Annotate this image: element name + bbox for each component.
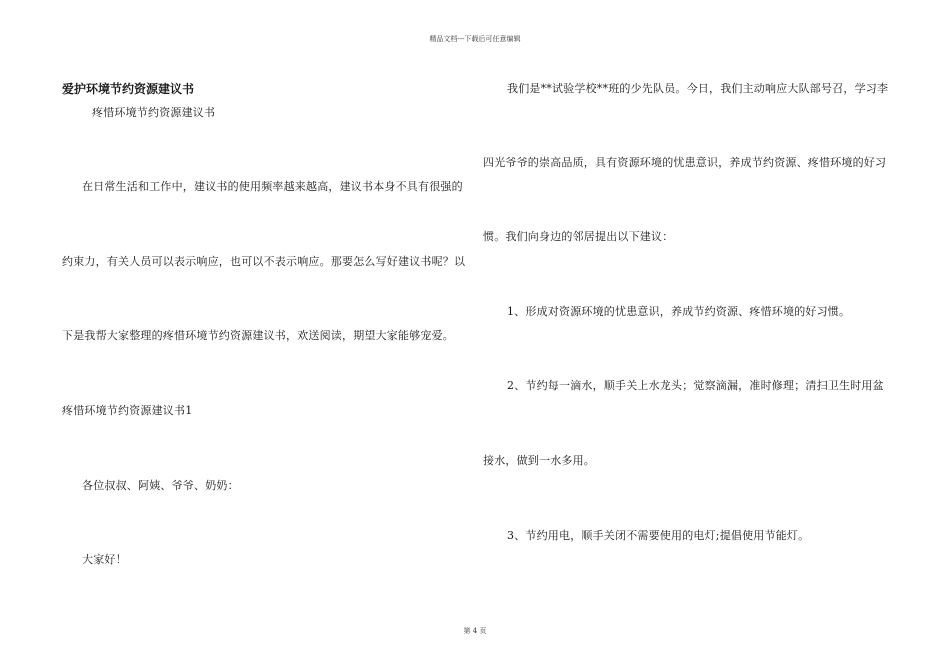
paragraph-line: 在日常生活和工作中，建议书的使用频率越来越高，建议书本身不具有很强的 [82, 180, 463, 193]
page-number: 第 4 页 [463, 627, 487, 635]
document-title: 爱护环境节约资源建议书 [62, 82, 195, 96]
greeting: 大家好！ [82, 553, 127, 566]
list-item: 2、节约每一滴水，顺手关上水龙头；觉察滴漏，准时修理；清扫卫生时用盆 [507, 379, 884, 392]
paragraph-line: 惯。我们向身边的邻居提出以下建议： [483, 230, 674, 243]
list-item: 3、节约用电，顺手关闭不需要使用的电灯;提倡使用节能灯。 [507, 529, 810, 542]
subtitle: 疼惜环境节约资源建议书 [92, 106, 216, 119]
salutation: 各位叔叔、阿姨、爷爷、奶奶： [82, 479, 239, 492]
paragraph-line: 下是我帮大家整理的疼惜环境节约资源建议书，欢送阅读，期望大家能够宠爱。 [62, 329, 454, 342]
list-item-continuation: 接水，做到一水多用。 [483, 454, 595, 467]
paragraph-line: 四光爷爷的崇高品质，具有资源环境的忧患意识，养成节约资源、疼惜环境的好习 [483, 156, 887, 169]
section-heading: 疼惜环境节约资源建议书1 [62, 404, 193, 417]
page-header: 精品文档---下载后可任意编辑 [429, 35, 521, 43]
paragraph-line: 我们是**试验学校**班的少先队员。今日，我们主动响应大队部号召，学习李 [507, 82, 889, 95]
paragraph-line: 约束力，有关人员可以表示响应，也可以不表示响应。那要怎么写好建议书呢？以 [62, 255, 466, 268]
list-item: 1、形成对资源环境的忧患意识，养成节约资源、疼惜环境的好习惯。 [507, 305, 851, 318]
